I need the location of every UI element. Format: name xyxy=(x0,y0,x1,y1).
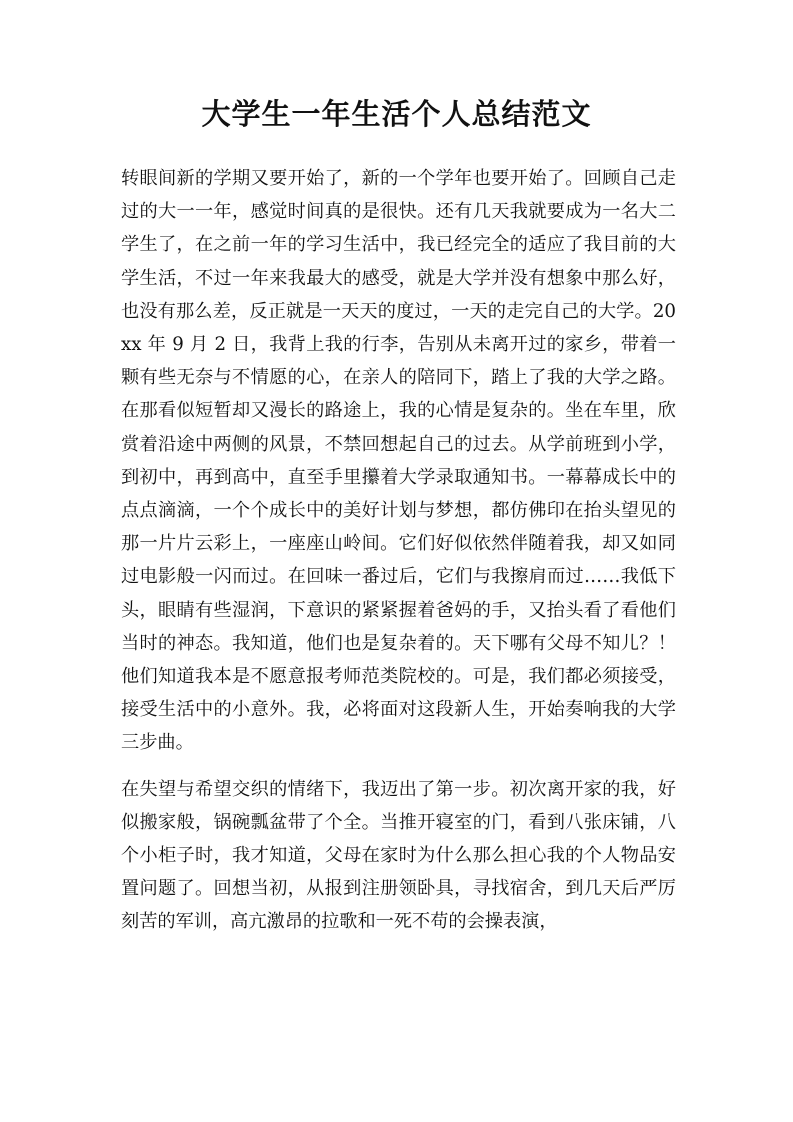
paragraph-2: 在失望与希望交织的情绪下，我迈出了第一步。初次离开家的我，好似搬家般，锅碗瓢盆带了个全。当推开寝室的门，看到八张床铺，八个小柜子时，我才知道，父母在家时为什么那么担心我的个人物品安置问题了。回想当初，从报到注册领卧具，寻找宿舍，到几天后严厉刻苦的军训，高亢激昂的拉歌和一死不苟的会操表演， xyxy=(121,778,676,933)
document-title: 大学生一年生活个人总结范文 xyxy=(201,97,592,131)
paragraph-1: 转眼间新的学期又要开始了，新的一个学年也要开始了。回顾自己走过的大一一年，感觉时间真的是很快。还有几天我就要成为一名大二学生了，在之前一年的学习生活中，我已经完全的适应了我目前的大学生活，不过一年来我最大的感受，就是大学并没有想象中那么好，也没有那么差，反正就是一天天的度过，一天的走完自己的大学。20xx 年 9 月 2 日，我背上我的行李，告别从未离开过的家乡，带着一颗有些无奈与不情愿的心，在亲人的陪同下，踏上了我的大学之路。在那看似短暂却又漫长的路途上，我的心情是复杂的。坐在车里，欣赏着沿途中两侧的风景，不禁回想起自己的过去。从学前班到小学，到初中，再到高中，直至手里攥着大学录取通知书。一幕幕成长中的点点滴滴，一个个成长中的美好计划与梦想，都仿佛印在抬头望见的那一片片云彩上，一座座山岭间。它们好似依然伴随着我，却又如同过电影般一闪而过。在回味一番过后，它们与我擦肩而过……我低下头，眼睛有些湿润，下意识的紧紧握着爸妈的手，又抬头看了看他们当时的神态。我知道，他们也是复杂着的。天下哪有父母不知儿？！他们知道我本是不愿意报考师范类院校的。可是，我们都必须接受，接受生活中的小意外。我，必将面对这段新人生，开始奏响我的大学三步曲。 xyxy=(121,168,676,754)
document-body xyxy=(121,162,676,939)
